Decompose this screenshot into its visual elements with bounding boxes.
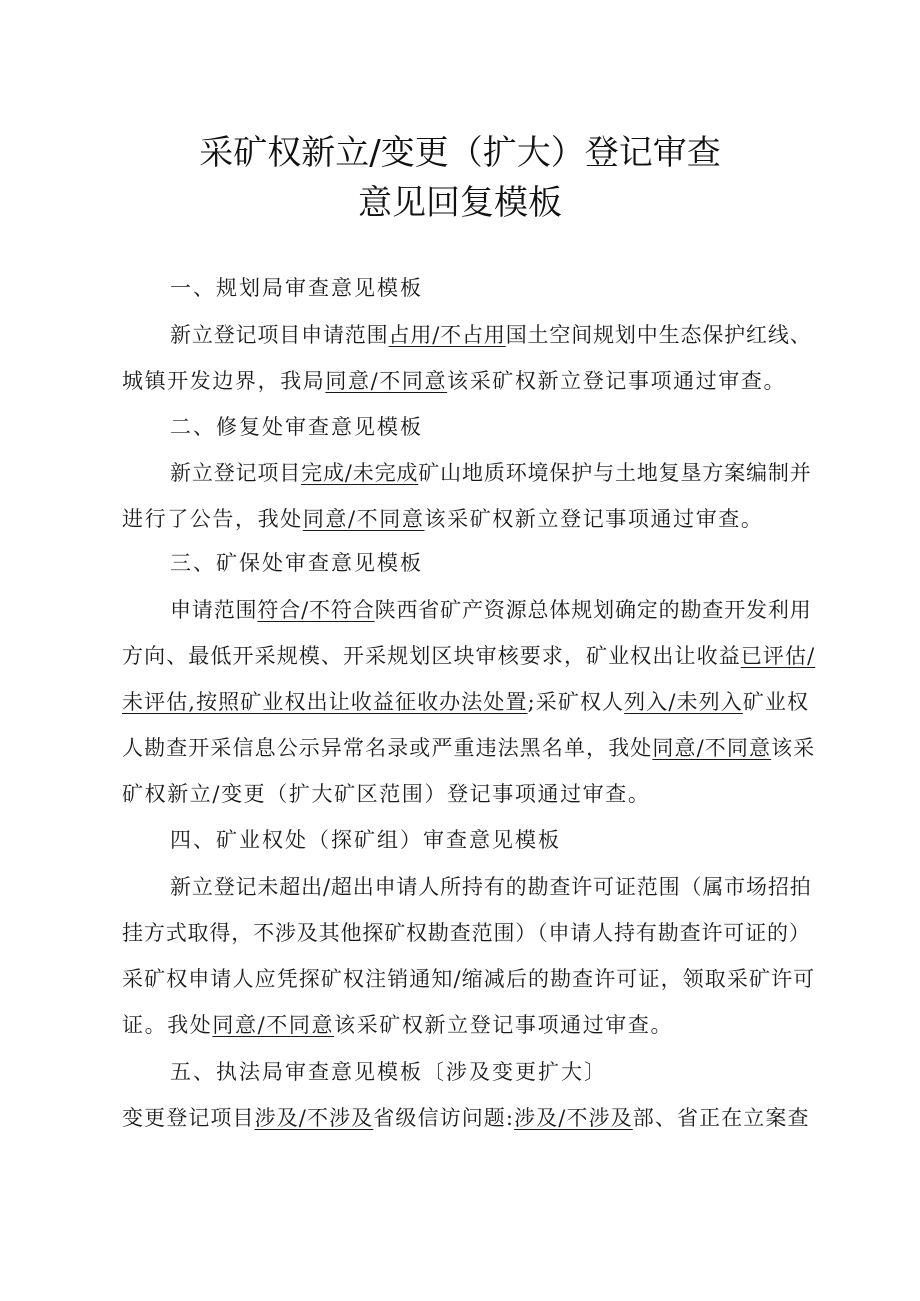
option-involved: 涉及/不涉及	[254, 1106, 374, 1130]
option-listed: 列入/未列入	[624, 690, 743, 714]
text: 部、省正在立案查	[632, 1106, 810, 1130]
text: 新立登记项目申请范围	[170, 323, 389, 347]
section-3-line-5: 矿权新立/变更（扩大矿区范围）登记事项通过审查。	[122, 782, 651, 806]
text: 该采矿权新立登记事项通过审查。	[447, 369, 787, 393]
text: 该采	[771, 736, 816, 760]
text: 国土空间规划中生态保护红线、	[505, 323, 812, 347]
section-3-line-4	[122, 733, 815, 763]
text: 申请范围	[170, 598, 258, 622]
option-occupy: 占用/不占用	[388, 323, 506, 347]
text: 城镇开发边界，我局	[122, 369, 326, 393]
document-title-line-2: 意见回复模板	[358, 183, 562, 223]
text: 证。我处	[122, 1013, 213, 1037]
section-4-line-1: 新立登记未超出/超出申请人所持有的勘查许可证范围（属市场招拍	[170, 875, 812, 899]
text: 进行了公告，我处	[122, 507, 303, 531]
section-2-line-1	[170, 458, 812, 488]
section-4-line-3: 采矿权申请人应凭探矿权注销通知/缩减后的勘查许可证，领取采矿许可	[122, 967, 816, 991]
text: 矿山地质环境保护与土地复垦方案编制并	[418, 461, 812, 485]
section-1-heading: 一、规划局审查意见模板	[170, 276, 423, 300]
section-3-line-1	[170, 595, 812, 625]
section-1-line-2	[122, 366, 786, 396]
section-5-line-1	[122, 1103, 810, 1133]
text: 矿业权	[742, 690, 810, 714]
text: 陕西省矿产资源总体规划确定的勘查开发利用	[374, 598, 812, 622]
option-involved: 涉及/不涉及	[514, 1106, 633, 1130]
option-agree: 同意/不同意	[325, 369, 448, 393]
text: 新立登记项目	[170, 461, 302, 485]
section-3-line-2	[122, 641, 815, 671]
section-3-line-3	[122, 687, 809, 717]
text: 人勘查开采信息公示异常名录或严重违法黑名单，我处	[122, 736, 653, 760]
text: ;采矿权人	[527, 690, 625, 714]
section-4-line-2: 挂方式取得，不涉及其他探矿权勘查范围）（申请人持有勘查许可证的）	[122, 921, 811, 945]
option-not-evaluated: 未评估,按照矿业权出让收益征收办法处置	[122, 690, 528, 714]
section-3-heading: 三、矿保处审查意见模板	[170, 551, 423, 575]
text: 省级信访问题:	[373, 1106, 515, 1130]
section-1-line-1	[170, 320, 812, 350]
text: 该采矿权新立登记事项通过审查。	[424, 507, 764, 531]
option-complete: 完成/未完成	[301, 461, 419, 485]
option-agree: 同意/不同意	[302, 507, 425, 531]
option-conform: 符合/不符合	[257, 598, 375, 622]
section-4-heading: 四、矿业权处（探矿组）审查意见模板	[170, 828, 561, 852]
section-4-line-4	[122, 1010, 673, 1040]
section-2-heading: 二、修复处审查意见模板	[170, 415, 423, 439]
text: 变更登记项目	[122, 1106, 255, 1130]
option-agree: 同意/不同意	[652, 736, 772, 760]
text: 该采矿权新立登记事项通过审查。	[334, 1013, 674, 1037]
option-evaluated: 已评估/	[740, 644, 816, 668]
section-2-line-2	[122, 504, 764, 534]
option-agree: 同意/不同意	[212, 1013, 335, 1037]
text: 方向、最低开采规模、开采规划区块审核要求，矿业权出让收益	[122, 644, 741, 668]
section-5-heading: 五、执法局审查意见模板〔涉及变更扩大〕	[170, 1060, 607, 1084]
document-title-line-1: 采矿权新立/变更（扩大）登记审查	[199, 133, 721, 173]
